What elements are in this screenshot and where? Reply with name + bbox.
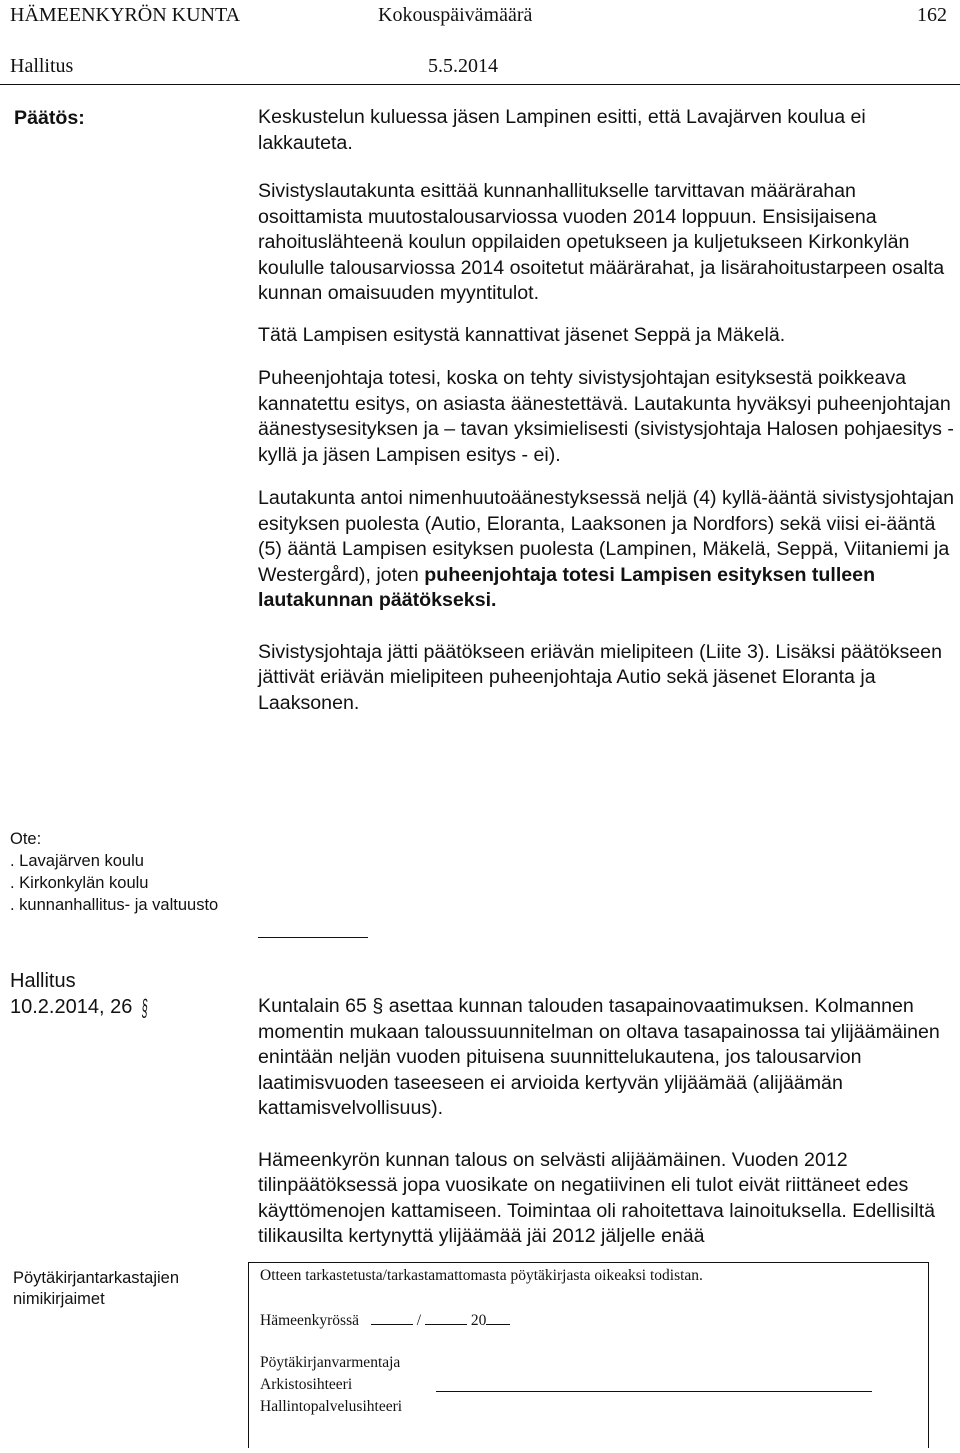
year-prefix: 20 bbox=[470, 1312, 487, 1329]
extract-label: Ote: bbox=[10, 830, 42, 848]
date-separator: / bbox=[416, 1312, 422, 1329]
decision-paragraph-2: Sivistyslautakunta esittää kunnanhallitukselle tarvittavan määrärahan osoittamista muutostalousarviossa vuoden 2014 loppuun. Ensisijaisena rahoituslähteenä koulun oppilaiden opetukseen ja kuljetukseen Kirkonkylän koululle talousarviossa 2014 osoitetut määrärahat, ja lisärahoitustarpeen osalta kunnan omaisuuden myyntitulot. bbox=[258, 180, 945, 304]
decision-paragraph-5 bbox=[258, 486, 954, 614]
prior-paragraph-1: Kuntalain 65 § asettaa kunnan talouden tasapainovaatimuksen. Kolmannen momentin mukaan taloussuunnitelman on oltava tasapainossa tai ylijäämäinen enintään neljän vuoden pituisena suunnittelukautena, jos talousarvion laatimisvuoden taseeseen ei arvioida kertyvän ylijäämää (alijäämän kattamisvelvollisuus). bbox=[258, 995, 940, 1119]
section-sign: § bbox=[140, 995, 149, 1022]
role-archive-secretary: Arkistosihteeri bbox=[260, 1376, 353, 1393]
certification-box bbox=[8, 1262, 953, 1448]
section-separator bbox=[258, 937, 368, 938]
month-blank bbox=[425, 1310, 467, 1325]
header-divider bbox=[0, 84, 960, 85]
certify-statement: Otteen tarkastetusta/tarkastamattomasta pöytäkirjasta oikeaksi todistan. bbox=[260, 1267, 703, 1284]
inspectors-label-line-1: Pöytäkirjantarkastajien bbox=[13, 1269, 179, 1287]
signing-place-line bbox=[260, 1310, 510, 1330]
role-admin-secretary: Hallintopalvelusihteeri bbox=[260, 1398, 403, 1415]
extract-item: . Kirkonkylän koulu bbox=[10, 874, 149, 892]
extract-item: . Lavajärven koulu bbox=[10, 852, 144, 870]
inspectors-initials-label bbox=[13, 1268, 179, 1310]
extract-list bbox=[10, 828, 218, 916]
decision-paragraph-6: Sivistysjohtaja jätti päätökseen eriävän mielipiteen (Liite 3). Lisäksi päätökseen jättivät eriävän mielipiteen puheenjohtaja Autio sekä jäsenet Eloranta ja Laaksonen. bbox=[258, 640, 942, 714]
inspectors-label-line-2: nimikirjaimet bbox=[13, 1290, 105, 1308]
decision-paragraph-1: Keskustelun kuluessa jäsen Lampinen esitti, että Lavajärven koulua ei lakkauteta. bbox=[258, 106, 866, 154]
day-blank bbox=[371, 1310, 413, 1325]
meeting-date-label: Kokouspäivämäärä bbox=[378, 4, 533, 26]
role-verifier: Pöytäkirjanvarmentaja bbox=[260, 1354, 401, 1371]
prior-body-name: Hallitus bbox=[10, 970, 76, 992]
prior-paragraph-2: Hämeenkyrön kunnan talous on selvästi alijäämäinen. Vuoden 2012 tilinpäätöksessä jopa vuosikate on negatiivinen eli tulot eivät riittäneet edes käyttömenojen kattamiseen. Toimintaa oli rahoitettava lainoituksella. Edellisiltä tilikausilta kertynyttä ylijäämää jäi 2012 jäljelle enää bbox=[258, 1148, 936, 1247]
signing-place: Hämeenkyrössä bbox=[260, 1312, 359, 1329]
decision-text bbox=[258, 105, 954, 739]
signature-line bbox=[436, 1391, 872, 1392]
year-blank bbox=[486, 1310, 510, 1325]
body-name: Hallitus bbox=[10, 55, 74, 77]
decision-paragraph-4: Puheenjohtaja totesi, koska on tehty sivistysjohtajan esityksestä poikkeava kannatettu esitys, on asiasta äänestettävä. Lautakunta hyväksyi puheenjohtajan äänestysesityksen ja – tavan yksimielisesti (sivistysjohtaja Halosen pohjaesitys - kyllä ja jäsen Lampisen esitys - ei). bbox=[258, 367, 954, 466]
decision-bold-text: puheenjohtaja totesi Lampisen esityksen tulleen lautakunnan päätökseksi. bbox=[258, 563, 876, 611]
decision-label: Päätös: bbox=[14, 107, 85, 129]
meeting-date: 5.5.2014 bbox=[428, 55, 498, 77]
prior-reference-text: 10.2.2014, 26 bbox=[10, 996, 133, 1018]
extract-item: . kunnanhallitus- ja valtuusto bbox=[10, 896, 219, 914]
municipality-name: HÄMEENKYRÖN KUNTA bbox=[10, 4, 241, 26]
vote-result-text: Lautakunta antoi nimenhuutoäänestyksessä neljä (4) kyllä-ääntä sivistysjohtajan esityksen puolesta (Autio, Eloranta, Laaksonen ja Nordfors) sekä viisi ei-ääntä (5) ääntä Lampisen esityksen puolesta (Lampinen, Mäkelä, Seppä, Viitaniemi ja Westergård), joten bbox=[258, 487, 954, 586]
page-number: 162 bbox=[917, 4, 947, 26]
decision-paragraph-3: Tätä Lampisen esitystä kannattivat jäsenet Seppä ja Mäkelä. bbox=[258, 323, 786, 346]
prior-reference bbox=[10, 994, 151, 1022]
prior-text bbox=[258, 994, 954, 1273]
